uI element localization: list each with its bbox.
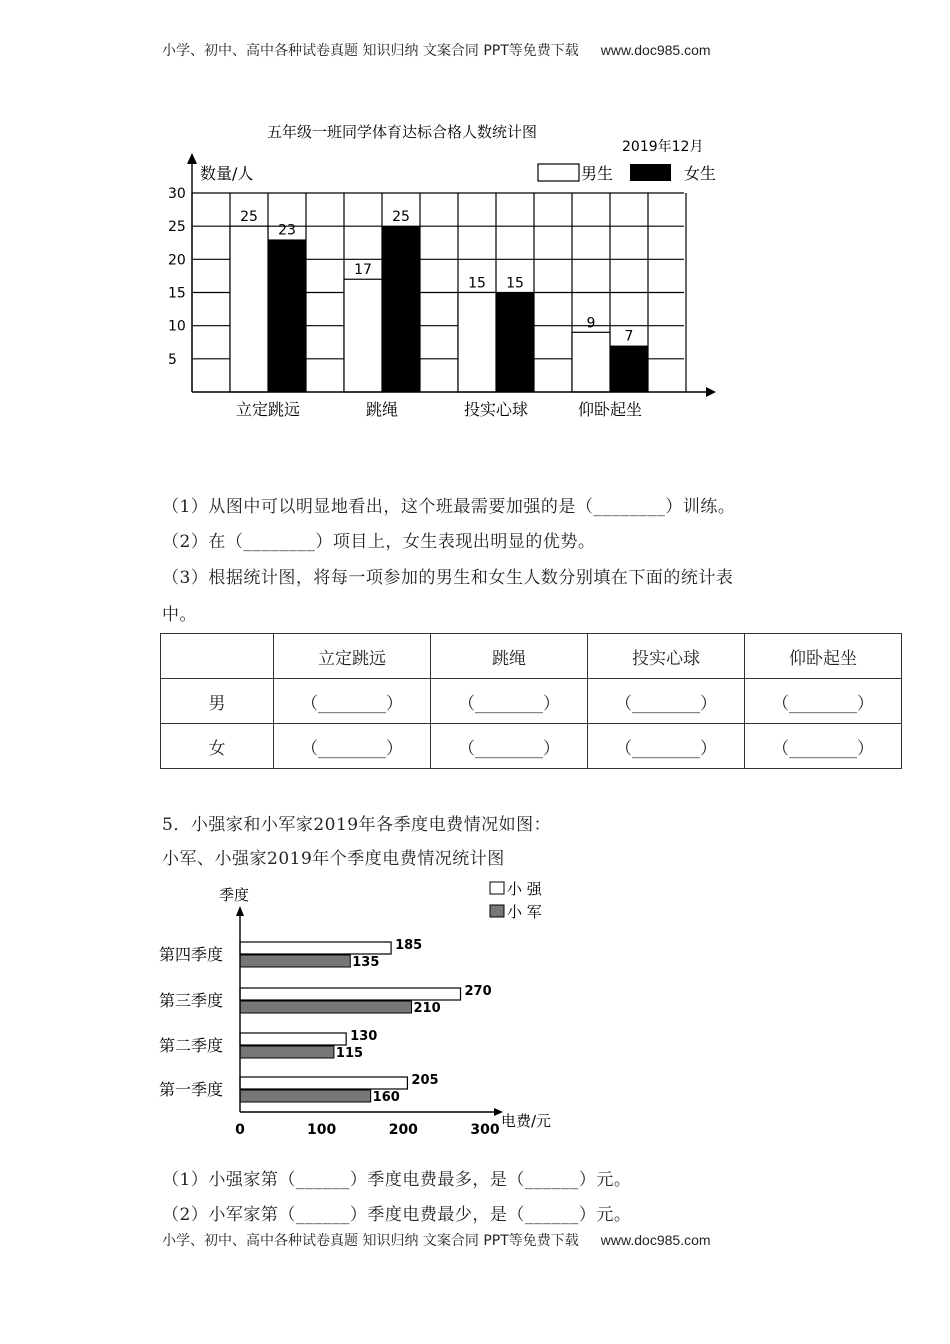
bar-xiaoqiang [240,1033,346,1045]
q4-1: （1）从图中可以明显地看出，这个班最需要加强的是（________）训练。 [162,497,736,517]
answer-blank[interactable]: （________） [745,679,902,724]
y-tick-label: 10 [168,318,186,335]
bar-boy [572,332,610,392]
legend-boy-label: 男生 [581,164,614,183]
table-header-cell: 立定跳远 [274,634,431,679]
chart2-ylabel: 季度 [219,886,250,904]
answer-blank[interactable]: （________） [274,724,431,769]
x-tick-label: 300 [470,1122,500,1138]
bar-xiaojun [240,1046,334,1058]
bar-value-label: 270 [464,984,492,999]
chart1-bars [230,209,648,392]
bar-value-label: 205 [411,1073,439,1088]
q4-3: （3）根据统计图，将每一项参加的男生和女生人数分别填在下面的统计表 [162,568,734,588]
bar-value-label: 160 [372,1090,400,1105]
bar-value-label: 135 [352,955,380,970]
page-header [162,40,711,60]
bar-value-label: 130 [350,1029,378,1044]
legend-b-swatch [490,905,504,917]
table-row [161,679,902,724]
legend-girl-label: 女生 [684,164,717,183]
answer-blank[interactable]: （________） [274,679,431,724]
bar-value-label: 15 [506,275,524,292]
q5-1: （1）小强家第（______）季度电费最多，是（______）元。 [162,1170,632,1190]
y-category-label: 第四季度 [159,945,224,964]
legend-a-swatch [490,882,504,894]
bar-xiaoqiang [240,988,461,1000]
bar-value-label: 9 [586,315,596,332]
bar-girl [496,293,534,393]
header-text: 小学、初中、高中各种试卷真题 知识归纳 文案合同 PPT等免费下载 [162,43,579,59]
x-tick-label: 200 [388,1122,418,1138]
x-category-label: 仰卧起坐 [577,400,643,419]
bar-girl [382,226,420,392]
footer-text: 小学、初中、高中各种试卷真题 知识归纳 文案合同 PPT等免费下载 [162,1233,579,1249]
bar-boy [344,279,382,392]
bar-value-label: 25 [392,209,410,226]
y-tick-label: 20 [168,252,186,269]
row-label-boy: 男 [161,679,274,724]
legend-boy-swatch [538,164,579,181]
bar-xiaoqiang [240,942,391,954]
bar-value-label: 115 [335,1046,364,1061]
x-category-label: 立定跳远 [235,400,301,419]
y-axis-arrow [187,153,197,164]
chart2-xlabel: 电费/元 [501,1112,552,1130]
bar-xiaojun [240,1090,371,1102]
x-tick-label: 0 [235,1122,245,1138]
footer-site: www.doc985.com [600,1232,711,1248]
chart2-axes [159,906,503,1138]
x-tick-label: 100 [307,1122,337,1138]
bar-girl [610,346,648,392]
bar-value-label: 23 [278,222,296,239]
table-header-row [161,634,902,679]
answer-blank[interactable]: （________） [431,724,588,769]
y-category-label: 第二季度 [159,1036,224,1055]
x-category-label: 跳绳 [365,400,399,419]
answer-blank[interactable]: （________） [588,679,745,724]
bar-girl [268,239,306,392]
y-tick-label: 15 [168,285,186,302]
x-axis-arrow [706,387,716,397]
bar-value-label: 17 [354,262,372,279]
page-footer [162,1230,711,1250]
bar-boy [458,293,496,393]
chart1-ylabel: 数量/人 [200,164,254,183]
q5-2: （2）小军家第（______）季度电费最少，是（______）元。 [162,1205,632,1225]
y-category-label: 第一季度 [159,1080,224,1099]
chart1-date: 2019年12月 [622,139,704,155]
row-label-girl: 女 [161,724,274,769]
table-header-cell: 仰卧起坐 [745,634,902,679]
chart2-title: 小军、小强家2019年个季度电费情况统计图 [162,849,505,869]
bar-value-label: 15 [468,275,486,292]
bar-value-label: 185 [395,938,423,953]
bar-xiaojun [240,955,350,967]
answer-blank[interactable]: （________） [745,724,902,769]
bar-boy [230,226,268,392]
chart1-title: 五年级一班同学体育达标合格人数统计图 [267,123,538,141]
answer-blank[interactable]: （________） [588,724,745,769]
bar-value-label: 7 [624,328,634,345]
y-axis-arrow [236,906,244,916]
header-site: www.doc985.com [600,42,711,58]
q4-3-cont: 中。 [162,605,197,625]
table-header-cell: 跳绳 [431,634,588,679]
x-category-label: 投实心球 [463,400,529,419]
legend-a-label: 小 强 [507,880,542,898]
chart2-bars [240,938,492,1105]
bar-value-label: 25 [240,209,258,226]
y-tick-label: 30 [168,186,186,202]
bar-chart-fitness [150,115,730,425]
table-header-cell: 投实心球 [588,634,745,679]
y-category-label: 第三季度 [159,991,224,1010]
y-tick-label: 25 [168,219,186,236]
y-tick-label: 5 [168,351,177,368]
bar-xiaojun [240,1001,412,1013]
q4-2: （2）在（________）项目上，女生表现出明显的优势。 [162,532,596,552]
table-row [161,724,902,769]
legend-girl-swatch [630,164,671,181]
bar-chart-electricity [155,872,575,1144]
legend-b-label: 小 军 [507,903,542,921]
q5-intro: 5．小强家和小军家2019年各季度电费情况如图： [162,815,552,835]
answer-blank[interactable]: （________） [431,679,588,724]
table-header-cell [161,634,274,679]
answer-table [160,633,902,769]
bar-xiaoqiang [240,1077,407,1089]
bar-value-label: 210 [413,1001,441,1016]
